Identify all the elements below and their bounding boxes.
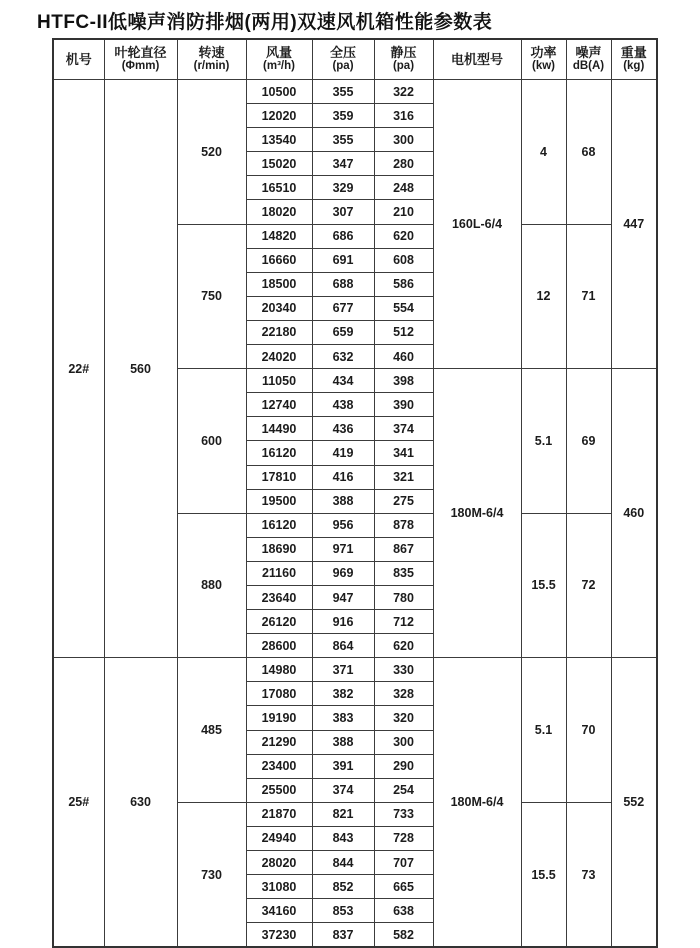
cell-static-pressure: 835 bbox=[374, 561, 433, 585]
cell-speed: 520 bbox=[177, 80, 246, 225]
cell-static-pressure: 254 bbox=[374, 778, 433, 802]
cell-total-pressure: 956 bbox=[312, 513, 374, 537]
cell-total-pressure: 916 bbox=[312, 610, 374, 634]
cell-total-pressure: 388 bbox=[312, 489, 374, 513]
cell-air-volume: 31080 bbox=[246, 875, 312, 899]
cell-static-pressure: 316 bbox=[374, 104, 433, 128]
cell-air-volume: 17810 bbox=[246, 465, 312, 489]
cell-total-pressure: 837 bbox=[312, 923, 374, 948]
cell-total-pressure: 388 bbox=[312, 730, 374, 754]
cell-air-volume: 22180 bbox=[246, 320, 312, 344]
cell-total-pressure: 971 bbox=[312, 537, 374, 561]
cell-static-pressure: 320 bbox=[374, 706, 433, 730]
cell-total-pressure: 307 bbox=[312, 200, 374, 224]
cell-total-pressure: 355 bbox=[312, 80, 374, 104]
cell-static-pressure: 275 bbox=[374, 489, 433, 513]
cell-power: 15.5 bbox=[521, 513, 566, 658]
cell-weight: 460 bbox=[611, 369, 657, 658]
cell-power: 5.1 bbox=[521, 369, 566, 514]
table-body bbox=[53, 80, 657, 948]
cell-air-volume: 19500 bbox=[246, 489, 312, 513]
cell-air-volume: 28020 bbox=[246, 851, 312, 875]
cell-total-pressure: 864 bbox=[312, 634, 374, 658]
cell-total-pressure: 355 bbox=[312, 128, 374, 152]
cell-air-volume: 11050 bbox=[246, 369, 312, 393]
cell-total-pressure: 632 bbox=[312, 345, 374, 369]
header-air-volume: 风量 (m³/h) bbox=[246, 39, 312, 80]
cell-total-pressure: 391 bbox=[312, 754, 374, 778]
cell-machine-no: 22# bbox=[53, 80, 104, 658]
cell-noise: 71 bbox=[566, 224, 611, 369]
cell-weight: 552 bbox=[611, 658, 657, 948]
cell-motor-model: 160L-6/4 bbox=[433, 80, 521, 369]
cell-total-pressure: 688 bbox=[312, 272, 374, 296]
header-static-pressure: 静压 (pa) bbox=[374, 39, 433, 80]
cell-air-volume: 26120 bbox=[246, 610, 312, 634]
cell-total-pressure: 347 bbox=[312, 152, 374, 176]
cell-air-volume: 14980 bbox=[246, 658, 312, 682]
cell-static-pressure: 620 bbox=[374, 634, 433, 658]
cell-static-pressure: 210 bbox=[374, 200, 433, 224]
cell-total-pressure: 821 bbox=[312, 802, 374, 826]
cell-total-pressure: 438 bbox=[312, 393, 374, 417]
cell-total-pressure: 947 bbox=[312, 585, 374, 609]
cell-total-pressure: 416 bbox=[312, 465, 374, 489]
cell-noise: 73 bbox=[566, 802, 611, 947]
cell-total-pressure: 677 bbox=[312, 296, 374, 320]
cell-static-pressure: 582 bbox=[374, 923, 433, 948]
cell-total-pressure: 691 bbox=[312, 248, 374, 272]
cell-total-pressure: 843 bbox=[312, 826, 374, 850]
header-impeller-diameter: 叶轮直径 (Φmm) bbox=[104, 39, 177, 80]
cell-air-volume: 24020 bbox=[246, 345, 312, 369]
cell-motor-model: 180M-6/4 bbox=[433, 369, 521, 658]
cell-noise: 72 bbox=[566, 513, 611, 658]
cell-total-pressure: 383 bbox=[312, 706, 374, 730]
cell-air-volume: 14820 bbox=[246, 224, 312, 248]
cell-air-volume: 18690 bbox=[246, 537, 312, 561]
cell-total-pressure: 852 bbox=[312, 875, 374, 899]
cell-air-volume: 25500 bbox=[246, 778, 312, 802]
table-header-row bbox=[53, 39, 657, 80]
cell-static-pressure: 321 bbox=[374, 465, 433, 489]
cell-noise: 69 bbox=[566, 369, 611, 514]
cell-total-pressure: 329 bbox=[312, 176, 374, 200]
cell-air-volume: 18500 bbox=[246, 272, 312, 296]
header-power: 功率 (kw) bbox=[521, 39, 566, 80]
cell-weight: 447 bbox=[611, 80, 657, 369]
cell-static-pressure: 728 bbox=[374, 826, 433, 850]
cell-noise: 70 bbox=[566, 658, 611, 803]
cell-total-pressure: 844 bbox=[312, 851, 374, 875]
header-total-pressure: 全压 (pa) bbox=[312, 39, 374, 80]
cell-static-pressure: 608 bbox=[374, 248, 433, 272]
cell-static-pressure: 248 bbox=[374, 176, 433, 200]
cell-static-pressure: 665 bbox=[374, 875, 433, 899]
cell-static-pressure: 733 bbox=[374, 802, 433, 826]
cell-air-volume: 28600 bbox=[246, 634, 312, 658]
cell-power: 15.5 bbox=[521, 802, 566, 947]
cell-power: 12 bbox=[521, 224, 566, 369]
cell-static-pressure: 707 bbox=[374, 851, 433, 875]
cell-static-pressure: 300 bbox=[374, 128, 433, 152]
cell-static-pressure: 878 bbox=[374, 513, 433, 537]
cell-air-volume: 19190 bbox=[246, 706, 312, 730]
cell-power: 5.1 bbox=[521, 658, 566, 803]
cell-air-volume: 20340 bbox=[246, 296, 312, 320]
header-speed: 转速 (r/min) bbox=[177, 39, 246, 80]
cell-air-volume: 16660 bbox=[246, 248, 312, 272]
cell-total-pressure: 359 bbox=[312, 104, 374, 128]
cell-air-volume: 21290 bbox=[246, 730, 312, 754]
table-header bbox=[53, 39, 657, 80]
cell-air-volume: 21870 bbox=[246, 802, 312, 826]
cell-static-pressure: 554 bbox=[374, 296, 433, 320]
cell-static-pressure: 638 bbox=[374, 899, 433, 923]
cell-speed: 730 bbox=[177, 802, 246, 947]
cell-total-pressure: 371 bbox=[312, 658, 374, 682]
header-machine-no: 机号 bbox=[53, 39, 104, 80]
cell-air-volume: 12740 bbox=[246, 393, 312, 417]
cell-air-volume: 23400 bbox=[246, 754, 312, 778]
cell-air-volume: 21160 bbox=[246, 561, 312, 585]
header-weight: 重量 (kg) bbox=[611, 39, 657, 80]
cell-speed: 880 bbox=[177, 513, 246, 658]
cell-power: 4 bbox=[521, 80, 566, 225]
cell-air-volume: 18020 bbox=[246, 200, 312, 224]
cell-total-pressure: 436 bbox=[312, 417, 374, 441]
cell-machine-no: 25# bbox=[53, 658, 104, 948]
cell-static-pressure: 341 bbox=[374, 441, 433, 465]
cell-static-pressure: 512 bbox=[374, 320, 433, 344]
cell-static-pressure: 280 bbox=[374, 152, 433, 176]
cell-total-pressure: 419 bbox=[312, 441, 374, 465]
cell-static-pressure: 290 bbox=[374, 754, 433, 778]
cell-air-volume: 13540 bbox=[246, 128, 312, 152]
cell-air-volume: 34160 bbox=[246, 899, 312, 923]
cell-speed: 750 bbox=[177, 224, 246, 369]
cell-speed: 600 bbox=[177, 369, 246, 514]
cell-static-pressure: 460 bbox=[374, 345, 433, 369]
cell-total-pressure: 374 bbox=[312, 778, 374, 802]
cell-total-pressure: 969 bbox=[312, 561, 374, 585]
cell-static-pressure: 867 bbox=[374, 537, 433, 561]
cell-static-pressure: 586 bbox=[374, 272, 433, 296]
cell-static-pressure: 374 bbox=[374, 417, 433, 441]
cell-speed: 485 bbox=[177, 658, 246, 803]
performance-table bbox=[52, 38, 658, 948]
cell-total-pressure: 659 bbox=[312, 320, 374, 344]
cell-air-volume: 15020 bbox=[246, 152, 312, 176]
table-row bbox=[53, 658, 657, 682]
header-motor-model: 电机型号 bbox=[433, 39, 521, 80]
cell-static-pressure: 712 bbox=[374, 610, 433, 634]
cell-static-pressure: 330 bbox=[374, 658, 433, 682]
cell-air-volume: 16120 bbox=[246, 441, 312, 465]
cell-static-pressure: 300 bbox=[374, 730, 433, 754]
table-row bbox=[53, 80, 657, 104]
cell-static-pressure: 322 bbox=[374, 80, 433, 104]
cell-impeller-diameter: 560 bbox=[104, 80, 177, 658]
cell-air-volume: 16510 bbox=[246, 176, 312, 200]
cell-static-pressure: 398 bbox=[374, 369, 433, 393]
cell-air-volume: 16120 bbox=[246, 513, 312, 537]
cell-air-volume: 10500 bbox=[246, 80, 312, 104]
cell-air-volume: 14490 bbox=[246, 417, 312, 441]
cell-motor-model: 180M-6/4 bbox=[433, 658, 521, 948]
cell-total-pressure: 434 bbox=[312, 369, 374, 393]
cell-air-volume: 37230 bbox=[246, 923, 312, 948]
cell-air-volume: 23640 bbox=[246, 585, 312, 609]
cell-total-pressure: 686 bbox=[312, 224, 374, 248]
cell-air-volume: 24940 bbox=[246, 826, 312, 850]
cell-air-volume: 17080 bbox=[246, 682, 312, 706]
cell-static-pressure: 780 bbox=[374, 585, 433, 609]
cell-static-pressure: 328 bbox=[374, 682, 433, 706]
cell-impeller-diameter: 630 bbox=[104, 658, 177, 948]
cell-static-pressure: 620 bbox=[374, 224, 433, 248]
cell-static-pressure: 390 bbox=[374, 393, 433, 417]
cell-total-pressure: 853 bbox=[312, 899, 374, 923]
page-title: HTFC-II低噪声消防排烟(两用)双速风机箱性能参数表 bbox=[37, 12, 493, 33]
cell-noise: 68 bbox=[566, 80, 611, 225]
header-noise: 噪声 dB(A) bbox=[566, 39, 611, 80]
cell-air-volume: 12020 bbox=[246, 104, 312, 128]
cell-total-pressure: 382 bbox=[312, 682, 374, 706]
